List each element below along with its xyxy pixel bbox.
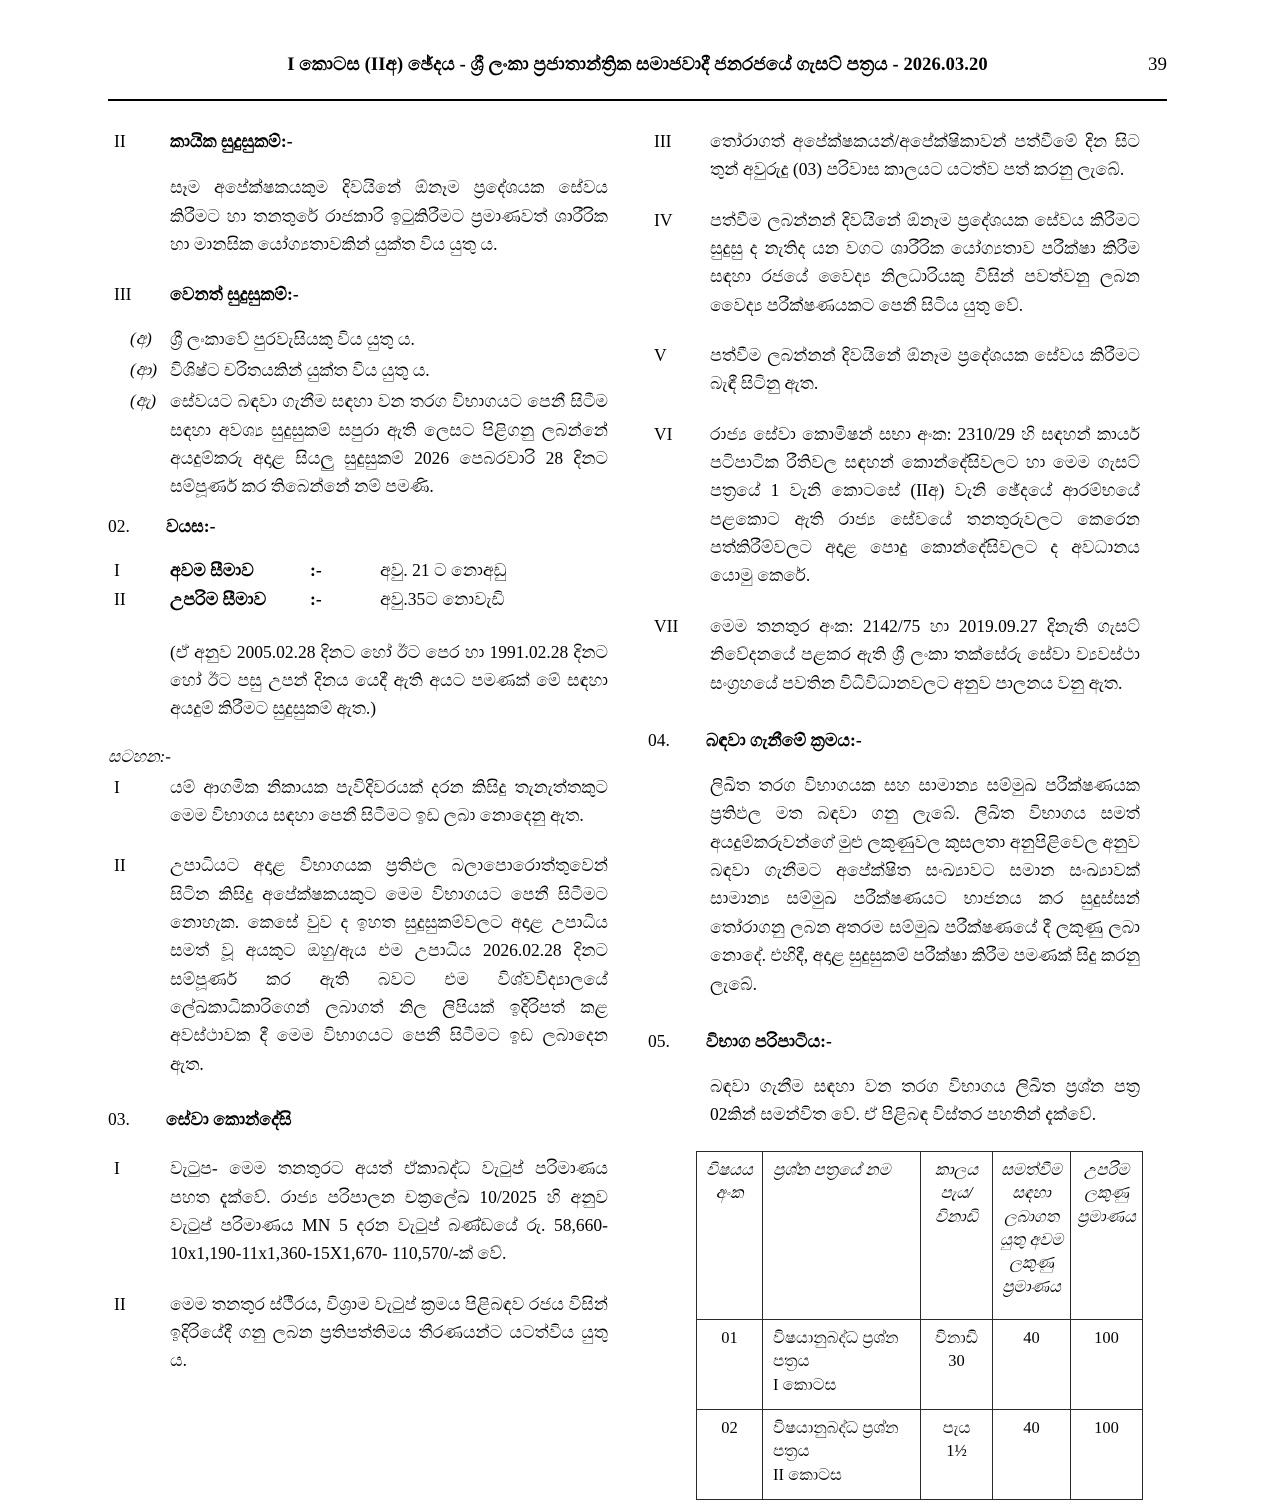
service-condition-item bbox=[648, 612, 1140, 697]
service-condition-numeral: IV bbox=[654, 209, 673, 230]
cell-duration bbox=[921, 1409, 993, 1499]
paper-name-line-2: පත්‍රය bbox=[773, 1441, 810, 1461]
age-note: (ඒ අනුව 2005.02.28 දිනට හෝ ඊට පෙර හා 1991.02.28 දිනට හෝ ඊට පසු උපන් දිනය යෙදී ඇති අයට පමණක් මේ සඳහා අයදුම් කිරීමට සුදුසුකම් ඇත.) bbox=[170, 641, 608, 719]
age-row-colon: :- bbox=[310, 589, 322, 610]
exam-scheme-heading bbox=[648, 1028, 1140, 1054]
recruitment-method-body: ලිඛිත තරග විභාගයක සහ සාමාන්‍ය සම්මුඛ පරීක්ෂණයක ප්‍රතිඵල මත බඳවා ගනු ලැබේ. ලිඛිත විභාගය සමත් අයදුම්කරුවන්ගේ මුළු ලකුණුවල කුසලතා අනුපිළිවෙල අනුව බඳවා ගැනීමට අපේක්ෂිත සංඛ්‍යාවට සමාන සංඛ්‍යාවක් සාමාන්‍ය සම්මුඛ පරීක්ෂණයට භාජනය කර සුදුස්සන් තෝරාගනු ලබන අතරම සම්මුඛ පරීක්ෂණයේ දී ලකුණු ලබා නොදේ. එහිදී, අදාළ සුදුසුකම් පරීක්ෂා කිරීම පමණක් සිදු කරනු ලැබේ. bbox=[710, 775, 1140, 994]
service-condition-item bbox=[648, 206, 1140, 319]
header-divider bbox=[108, 99, 1167, 101]
service-condition-item bbox=[648, 341, 1140, 398]
table-header-pass-marks: සමත්වීම සඳහා ලබාගත යුතු අවම ලකුණු ප්‍රමාණය bbox=[993, 1151, 1071, 1319]
paper-name-line-3: I කොටස bbox=[773, 1374, 837, 1394]
duration-unit: විනාඩි bbox=[935, 1327, 978, 1347]
paper-name-line-1: විෂයානුබද්ධ ප්‍රශ්න bbox=[773, 1327, 899, 1347]
exam-scheme-body: බඳවා ගැනීම සඳහා වන තරග විභාගය ලිඛිත ප්‍රශ්න පත්‍ර 02කින් සමන්විත වේ. ඒ පිළිබඳ විස්තර පහතින් දැක්වේ. bbox=[710, 1076, 1140, 1125]
recruitment-method-title: බඳවා ගැනීමේ ක්‍රමය:- bbox=[706, 729, 862, 750]
cell-paper-name bbox=[763, 1319, 921, 1409]
service-condition-text: වැටුප- මෙම තනතුරට අයත් ඒකාබද්ධ වැටුප් පරිමාණය පහත දැක්වේ. රාජ්‍ය පරිපාලන චක්‍රලේඛ 10/2025 හි අනුව වැටුප් පරිමාණය MN 5 දරන වැටුප් බණ්ඩයේ රු. 58,660-10x1,190-11x1,360-15X1,670- 110,570/-ක් වේ. bbox=[170, 1158, 608, 1264]
other-qualification-marker: (ඇ) bbox=[130, 391, 157, 411]
service-condition-text: පත්වීම ලබන්නන් දිවයිනේ ඕනෑම ප්‍රදේශයක සේවය කිරීමට බැඳී සිටිනු ඇත. bbox=[710, 345, 1140, 394]
service-conditions-title: සේවා කොන්දේසි bbox=[166, 1109, 292, 1130]
service-condition-text: තෝරාගත් අපේක්ෂකයන්/අපේක්ෂිකාවන් පත්වීමේ දින සිට තුන් අවුරුදු (03) පරිවාස කාලයට යටත්ව පත් කරනු ලැබේ. bbox=[710, 131, 1140, 180]
table-header-paper-name: ප්‍රශ්න පත්‍රයේ නම bbox=[763, 1151, 921, 1319]
remark-text: උපාධියට අදාළ විභාගයක ප්‍රතිඵල බලාපොරොත්තුවෙන් සිටින කිසිදු අපේක්ෂකයකුට මෙම විභාගයට පෙනී සිටීමට නොහැක. කෙසේ වුව ද ඉහත සුදුසුකම්වලට අදාළ උපාධිය සමත් වූ අයකුට ඔහු/ඇය එම උපාධිය 2026.02.28 දිනට සම්පූර්ණ කර ඇති බවට එම විශ්වවිද්‍යාලයේ ලේඛකාධිකාරිගෙන් ලබාගත් නිල ලිපියක් ඉදිරිපත් කළ අවස්ථාවක දී මෙම විභාගයට පෙනී සිටීමට ඉඩ ලබාදෙන ඇත. bbox=[170, 855, 608, 1074]
other-qualification-item bbox=[108, 356, 608, 384]
recruitment-method-number: 04. bbox=[648, 729, 670, 750]
page-number: 39 bbox=[1148, 54, 1167, 75]
duration-unit: පැය bbox=[942, 1417, 971, 1437]
exam-scheme-table bbox=[696, 1151, 1143, 1500]
service-condition-text: මෙම තනතුර ස්ථීරය, විශ්‍රාම වැටුප් ක්‍රමය පිළිබඳව රජය විසින් ඉදිරියේදී ගනු ලබන ප්‍රතිපත්තිමය තීරණයන්ට යටත්විය යුතු ය. bbox=[170, 1293, 608, 1371]
physical-qualifications-heading bbox=[108, 127, 608, 155]
remark-numeral: II bbox=[114, 855, 126, 876]
age-row-value: අවු.35ට නොවැඩි bbox=[380, 589, 505, 610]
age-row-numeral: II bbox=[114, 589, 126, 610]
remark-text: යම් ආගමික නිකායක පැවිදිවරයක් දරන කිසිදු තැනැත්තකුට මෙම විභාගය සඳහා පෙනී සිටීමට ඉඩ ලබා නොදෙනු ඇත. bbox=[170, 776, 608, 825]
right-column bbox=[648, 117, 1140, 1500]
cell-paper-name bbox=[763, 1409, 921, 1499]
service-condition-numeral: VII bbox=[654, 615, 679, 636]
service-condition-item bbox=[648, 420, 1140, 590]
service-condition-text: රාජ්‍ය සේවා කොමිෂන් සභා අංක: 2310/29 හි සඳහන් කාර්ය පටිපාටික රීතිවල සඳහන් කොන්දේසිවලට හා මෙම ගැසට් පත්‍රයේ 1 වැනි කොටසේ (IIඅ) වැනි ඡේදයේ ආරම්භයේ පළකොට ඇති රාජ්‍ය සේවයේ තනතුරුවලට කෙරෙන පත්කිරීම්වලට අදාළ පොදු කොන්දේසිවලට ද අවධානය යොමු කෙරේ. bbox=[710, 423, 1140, 586]
other-qualifications-numeral: III bbox=[114, 284, 132, 305]
age-row bbox=[108, 557, 608, 584]
cell-pass-marks: 40 bbox=[993, 1319, 1071, 1409]
table-header-max-marks: උපරිම ලකුණු ප්‍රමාණය bbox=[1071, 1151, 1143, 1319]
physical-qualifications-body: සෑම අපේක්ෂකයකුම දිවයිනේ ඕනෑම ප්‍රදේශයක සේවය කිරීමට හා තනතුරේ රාජකාරි ඉටුකිරීමට ප්‍රමාණවත් ශාරීරික හා මානසික යෝග්‍යතාවකින් යුක්ත විය යුතු ය. bbox=[170, 177, 608, 255]
service-condition-numeral: V bbox=[654, 345, 667, 366]
other-qualification-item bbox=[108, 387, 608, 500]
age-row-value: අවු. 21 ට නොඅඩු bbox=[380, 560, 507, 581]
remarks-label: සටහන:- bbox=[108, 746, 171, 766]
cell-pass-marks: 40 bbox=[993, 1409, 1071, 1499]
cell-max-marks: 100 bbox=[1071, 1319, 1143, 1409]
table-row bbox=[697, 1319, 1143, 1409]
service-condition-text: මෙම තනතුර අංක: 2142/75 හා 2019.09.27 දිනැති ගැසට් නිවේදනයේ පළකර ඇති ශ්‍රී ලංකා තක්සේරු සේවා ව්‍යවස්ථා සංග්‍රහයේ පවතින විධිවිධානවලට අනුව පාලනය වනු ඇත. bbox=[710, 615, 1140, 693]
physical-qualifications-title: කායික සුදුසුකම්:- bbox=[170, 131, 293, 151]
service-condition-item bbox=[108, 1290, 608, 1375]
gazette-header-title: I කොටස (IIඅ) ඡේදය - ශ්‍රී ලංකා ප්‍රජාතාන්ත්‍රික සමාජවාදී ජනරජයේ ගැසට් පත්‍රය - 2026.03.20 bbox=[287, 55, 988, 75]
duration-value: 1½ bbox=[946, 1441, 967, 1461]
other-qualification-text: ශ්‍රී ලංකාවේ පුරවැසියකු විය යුතු ය. bbox=[170, 328, 415, 349]
table-header-duration: කාලය පැය/ විනාඩි bbox=[921, 1151, 993, 1319]
service-condition-numeral: VI bbox=[654, 423, 673, 444]
service-conditions-number: 03. bbox=[108, 1109, 130, 1130]
cell-subject-no: 02 bbox=[697, 1409, 763, 1499]
other-qualification-marker: (අ) bbox=[130, 328, 152, 348]
paper-name-line-3: II කොටස bbox=[773, 1464, 842, 1484]
service-condition-item bbox=[108, 1154, 608, 1267]
age-row-label: උපරිම සීමාව bbox=[170, 589, 267, 610]
other-qualification-marker: (ආ) bbox=[130, 360, 157, 380]
remark-numeral: I bbox=[114, 776, 120, 797]
recruitment-method-heading bbox=[648, 727, 1140, 753]
age-row-numeral: I bbox=[114, 560, 120, 581]
duration-value: 30 bbox=[948, 1351, 965, 1371]
two-column-body bbox=[108, 117, 1167, 1500]
other-qualification-text: විශිෂ්ට චරිතයකින් යුක්ත විය යුතු ය. bbox=[170, 360, 430, 381]
service-condition-numeral: II bbox=[114, 1293, 126, 1314]
service-condition-item bbox=[648, 127, 1140, 184]
page-header bbox=[108, 48, 1167, 94]
physical-qualifications-numeral: II bbox=[114, 131, 126, 151]
remark-item bbox=[108, 773, 608, 830]
cell-max-marks: 100 bbox=[1071, 1409, 1143, 1499]
other-qualification-text: සේවයට බඳවා ගැනීම සඳහා වන තරග විභාගයට පෙනී සිටීම සඳහා අවශ්‍ය සුදුසුකම් සපුරා ඇති ලෙසට පිළිගනු ලබන්නේ අයදුම්කරු අදාළ සියලු සුදුසුකම් 2026 පෙබරවාරි 28 දිනට සම්පූර්ණ කර තිබෙන්නේ නම් පමණි. bbox=[170, 391, 608, 497]
age-row-label: අවම සීමාව bbox=[170, 560, 254, 581]
exam-scheme-number: 05. bbox=[648, 1030, 670, 1051]
cell-subject-no: 01 bbox=[697, 1319, 763, 1409]
other-qualifications-heading bbox=[108, 280, 608, 308]
table-header-row bbox=[697, 1151, 1143, 1319]
paper-name-line-1: විෂයානුබද්ධ ප්‍රශ්න bbox=[773, 1417, 899, 1437]
service-conditions-heading bbox=[108, 1106, 608, 1132]
remark-item bbox=[108, 851, 608, 1078]
age-section-heading bbox=[108, 513, 608, 539]
table-row bbox=[697, 1409, 1143, 1499]
other-qualification-item bbox=[108, 325, 608, 353]
paper-name-line-2: පත්‍රය bbox=[773, 1351, 810, 1371]
age-section-number: 02. bbox=[108, 515, 130, 536]
service-condition-numeral: I bbox=[114, 1158, 120, 1179]
service-condition-text: පත්වීම ලබන්නන් දිවයිනේ ඕනෑම ප්‍රදේශයක සේවය කිරීමට සුදුසු ද නැතිද යන වගට ශාරීරික යෝග්‍යතාව පරීක්ෂා කිරීම සඳහා රජයේ වෛද්‍ය නිලධාරියකු විසින් පවත්වනු ලබන වෛද්‍ය පරීක්ෂණයකට පෙනී සිටිය යුතු වේ. bbox=[710, 209, 1140, 315]
age-row-colon: :- bbox=[310, 560, 322, 581]
age-section-title: වයස:- bbox=[166, 515, 216, 536]
table-header-subject-no: විෂයය අංක bbox=[697, 1151, 763, 1319]
service-condition-numeral: III bbox=[654, 131, 672, 151]
exam-scheme-title: විභාග පරිපාටිය:- bbox=[706, 1030, 832, 1051]
age-row bbox=[108, 586, 608, 613]
left-column bbox=[108, 117, 608, 1500]
cell-duration bbox=[921, 1319, 993, 1409]
other-qualifications-title: වෙනත් සුදුසුකම්:- bbox=[170, 284, 299, 305]
